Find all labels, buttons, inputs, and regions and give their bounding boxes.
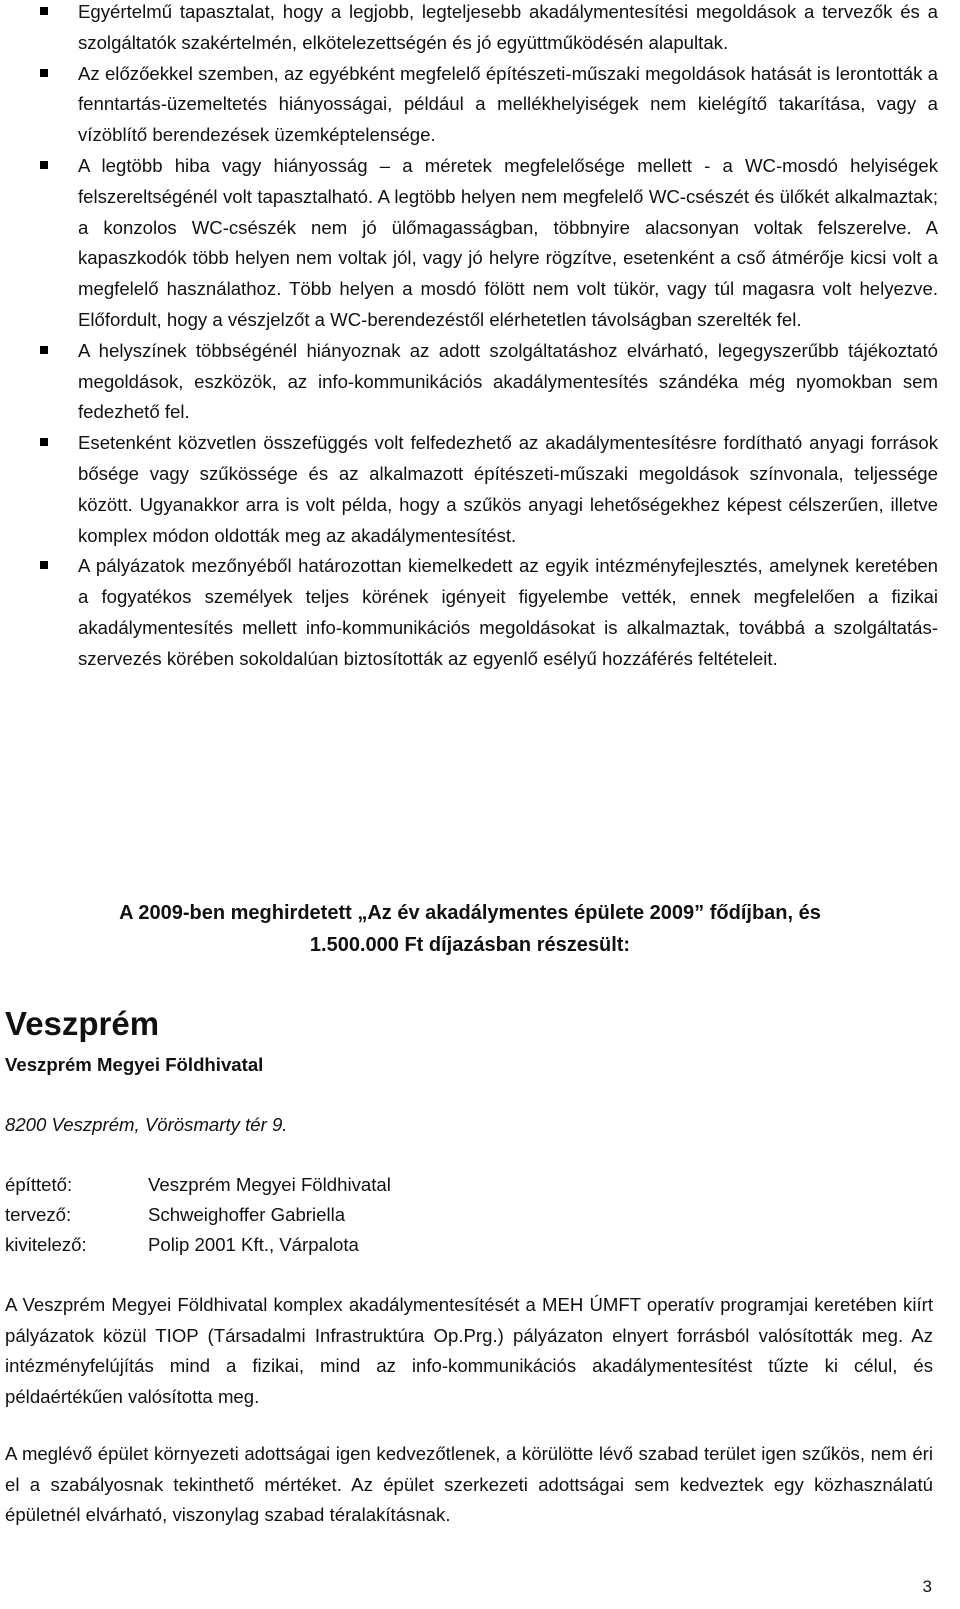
credit-label: tervező: — [5, 1204, 72, 1225]
city-title: Veszprém — [5, 1005, 160, 1042]
office-name: Veszprém Megyei Földhivatal — [5, 1054, 264, 1075]
findings-list — [40, 0, 938, 675]
credit-row — [5, 1200, 705, 1230]
list-item — [40, 336, 938, 428]
list-item-text: A pályázatok mezőnyéből határozottan kiemelkedett az egyik intézményfejlesztés, amelynek keretében a fogyatékos személyek teljes körének igényeit figyelembe vették, ennek megfelelően a fizikai akadálymentesítés mellett info-kommunikációs megoldásokat is alkalmaztak, továbbá a szolgáltatás-szervezés körében sokoldalúan biztosították az egyenlő esélyű hozzáférés feltételeit. — [78, 555, 938, 669]
square-bullet-icon — [40, 438, 48, 446]
list-item-text: Az előzőekkel szemben, az egyébként megfelelő építészeti-műszaki megoldások hatását is lerontották a fenntartás-üzemeltetés hiányosságai, például a mellékhelyiségek nem kielégítő takarítása, vagy a vízöblítő berendezések üzemképtelensége. — [78, 62, 938, 146]
square-bullet-icon — [40, 346, 48, 354]
list-item — [40, 59, 938, 151]
body-paragraph: A meglévő épület környezeti adottságai igen kedvezőtlenek, a körülötte lévő szabad terület igen szűkös, nem éri el a szabályosnak tekinthető mértéket. Az épület szerkezeti adottságai sem kedveztek egy közhasználatú épületnél elvárható, viszonylag szabad téralakításnak. — [5, 1443, 933, 1525]
square-bullet-icon — [40, 561, 48, 569]
credit-row — [5, 1230, 705, 1260]
credit-value: Schweighoffer Gabriella — [148, 1204, 346, 1225]
credit-row — [5, 1170, 705, 1200]
credit-value: Veszprém Megyei Földhivatal — [148, 1174, 391, 1195]
award-heading — [50, 897, 890, 961]
address: 8200 Veszprém, Vörösmarty tér 9. — [5, 1114, 288, 1135]
list-item-text: Esetenként közvetlen összefüggés volt felfedezhető az akadálymentesítésre fordítható anyagi források bősége vagy szűkössége és az alkalmazott építészeti-műszaki megoldások színvonala, teljessége között. Ugyanakkor arra is volt példa, hogy a szűkös anyagi lehetőségekhez képest célszerűen, illetve komplex módon oldották meg az akadálymentesítést. — [78, 432, 938, 546]
square-bullet-icon — [40, 69, 48, 77]
list-item — [40, 0, 938, 59]
list-item — [40, 428, 938, 551]
list-item — [40, 551, 938, 674]
square-bullet-icon — [40, 7, 48, 15]
credit-label: kivitelező: — [5, 1234, 87, 1255]
list-item-text: Egyértelmű tapasztalat, hogy a legjobb, legteljesebb akadálymentesítési megoldások a tervezők és a szolgáltatók szakértelmén, elkötelezettségén és jó együttműködésén alapultak. — [78, 1, 938, 53]
credit-value: Polip 2001 Kft., Várpalota — [148, 1234, 359, 1255]
award-heading-line: A 2009-ben meghirdetett „Az év akadálymentes épülete 2009” fődíjban, és — [119, 902, 821, 924]
square-bullet-icon — [40, 161, 48, 169]
award-heading-line: 1.500.000 Ft díjazásban részesült: — [309, 934, 631, 956]
page-number: 3 — [922, 1577, 932, 1596]
list-item-text: A helyszínek többségénél hiányoznak az adott szolgáltatáshoz elvárható, legegyszerűbb tájékoztató megoldások, eszközök, az info-kommunikációs akadálymentesítés szándéka még nyomokban sem fedezhető fel. — [78, 339, 938, 423]
credits-list — [5, 1170, 705, 1260]
credit-label: építtető: — [5, 1174, 73, 1195]
body-paragraph: A Veszprém Megyei Földhivatal komplex akadálymentesítését a MEH ÚMFT operatív programjai keretében kiírt pályázatok közül TIOP (Társadalmi Infrastruktúra Op.Prg.) pályázaton elnyert forrásból valósították meg. Az intézményfelújítás mind a fizikai, mind az info-kommunikációs akadálymentesítést tűzte ki célul, és példaértékűen valósította meg. — [5, 1294, 933, 1407]
list-item — [40, 151, 938, 336]
list-item-text: A legtöbb hiba vagy hiányosság – a méretek megfelelősége mellett - a WC-mosdó helyiségek felszereltségénél volt tapasztalható. A legtöbb helyen nem megfelelő WC-csészét és ülőkét alkalmaztak; a konzolos WC-csészék nem jó ülőmagasságban, többnyire alacsonyan voltak felszerelve. A kapaszkodók több helyen nem voltak jól, vagy jó helyre rögzítve, esetenként a cső átmérője kicsi volt a megfelelő használathoz. Több helyen a mosdó fölött nem volt tükör, vagy túl magasra volt helyezve. Előfordult, hogy a vészjelzőt a WC-berendezéstől elérhetetlen távolságban szerelték fel. — [78, 154, 938, 330]
